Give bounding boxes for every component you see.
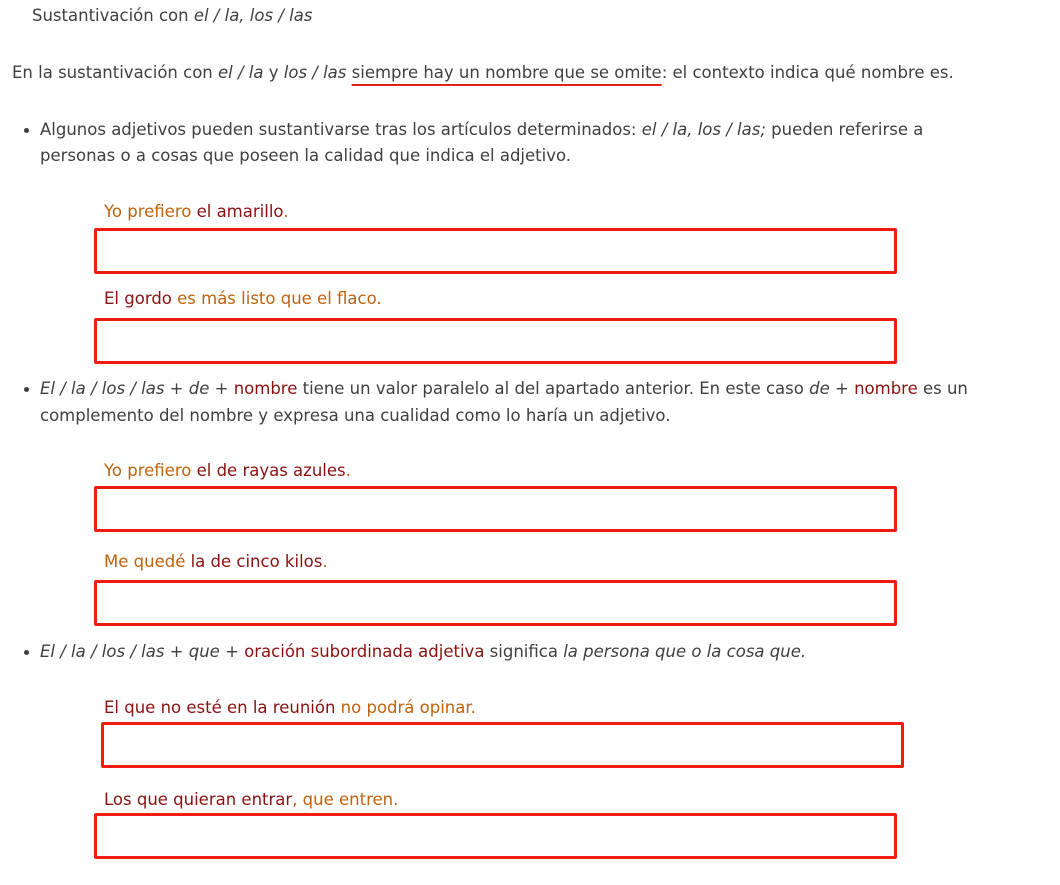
intro-underlined-rule: siempre hay un nombre que se omite [351,63,662,82]
bullet2-text-5: es un [917,379,968,398]
bullet2-italic-2: de [188,379,210,398]
example-sentence [104,288,382,310]
bullet2-text-3: tiene un valor paralelo al del apartado anterior. En este caso [297,379,810,398]
bullet2-italic-3: de [809,379,830,398]
section-title-prefix: Sustantivación con [32,6,194,25]
example-part-a: Yo prefiero [104,461,197,480]
bullet-marker-2 [24,387,29,392]
bullet1-text-a: Algunos adjetivos pueden sustantivarse tras los artículos determinados: [40,120,642,139]
example-part-a: Yo prefiero [104,202,197,221]
example-sentence [104,789,398,811]
example-sentence [104,201,288,223]
bullet2-keyword-1: nombre [233,379,298,398]
example-part-b: , que entren. [292,790,399,809]
answer-box-1[interactable] [94,228,897,274]
answer-box-3[interactable] [94,486,897,532]
bullet2-italic-1: El / la / los / las [40,379,165,398]
intro-italic-1: el / la [218,63,264,82]
answer-box-4[interactable] [94,580,897,626]
bullet3-keyword-1: oración subordinada adjetiva [244,642,485,661]
example-part-c: . [322,552,328,571]
bullet2-text-1: + [164,379,189,398]
example-sentence [104,551,328,573]
example-part-a: Los que quieran entrar [104,790,293,809]
example-part-b: es más listo que el flaco. [171,289,382,308]
section-title-articles: el / la, los / las [193,6,313,25]
bullet-marker-3 [24,650,29,655]
example-part-c: . [345,461,351,480]
intro-text-4: : el contexto indica qué nombre es. [661,63,954,82]
example-part-b: no podrá opinar. [335,698,476,717]
example-sentence [104,697,476,719]
example-sentence [104,460,351,482]
bullet1-italic: el / la, los / las; [641,120,766,139]
bullet3-italic-2: que [188,642,220,661]
bullet1-line1 [40,119,923,141]
bullet2-line1 [40,378,968,400]
bullet2-text-2: + [209,379,234,398]
bullet-marker-1 [24,128,29,133]
bullet2-text-4: + [829,379,855,398]
example-part-a: El que no esté en la reunión [104,698,336,717]
bullet1-text-b: pueden referirse a [765,120,924,139]
bullet3-text-1: + [164,642,189,661]
section-title [32,5,312,27]
answer-box-5[interactable] [101,722,904,768]
bullet1-line2: personas o a cosas que poseen la calidad que indica el adjetivo. [40,146,572,165]
intro-text-2: y [263,63,284,82]
bullet3-line1 [40,641,806,663]
intro-text-1: En la sustantivación con [12,63,219,82]
bullet2-keyword-2: nombre [854,379,918,398]
example-part-b: la de cinco kilos [190,552,323,571]
bullet3-text-2: + [219,642,245,661]
bullet3-italic-1: El / la / los / las [40,642,165,661]
bullet2-line2: complemento del nombre y expresa una cualidad como lo haría un adjetivo. [40,406,671,425]
bullet3-italic-3: la persona que o la cosa que. [563,642,807,661]
example-part-a: Me quedé [104,552,191,571]
answer-box-6[interactable] [94,813,897,859]
example-part-c: . [283,202,289,221]
example-part-b: el amarillo [196,202,284,221]
answer-box-2[interactable] [94,318,897,364]
intro-italic-2: los / las [283,63,347,82]
bullet3-text-3: significa [484,642,564,661]
example-part-b: el de rayas azules [196,461,346,480]
intro-paragraph [12,62,954,84]
example-part-a: El gordo [104,289,172,308]
